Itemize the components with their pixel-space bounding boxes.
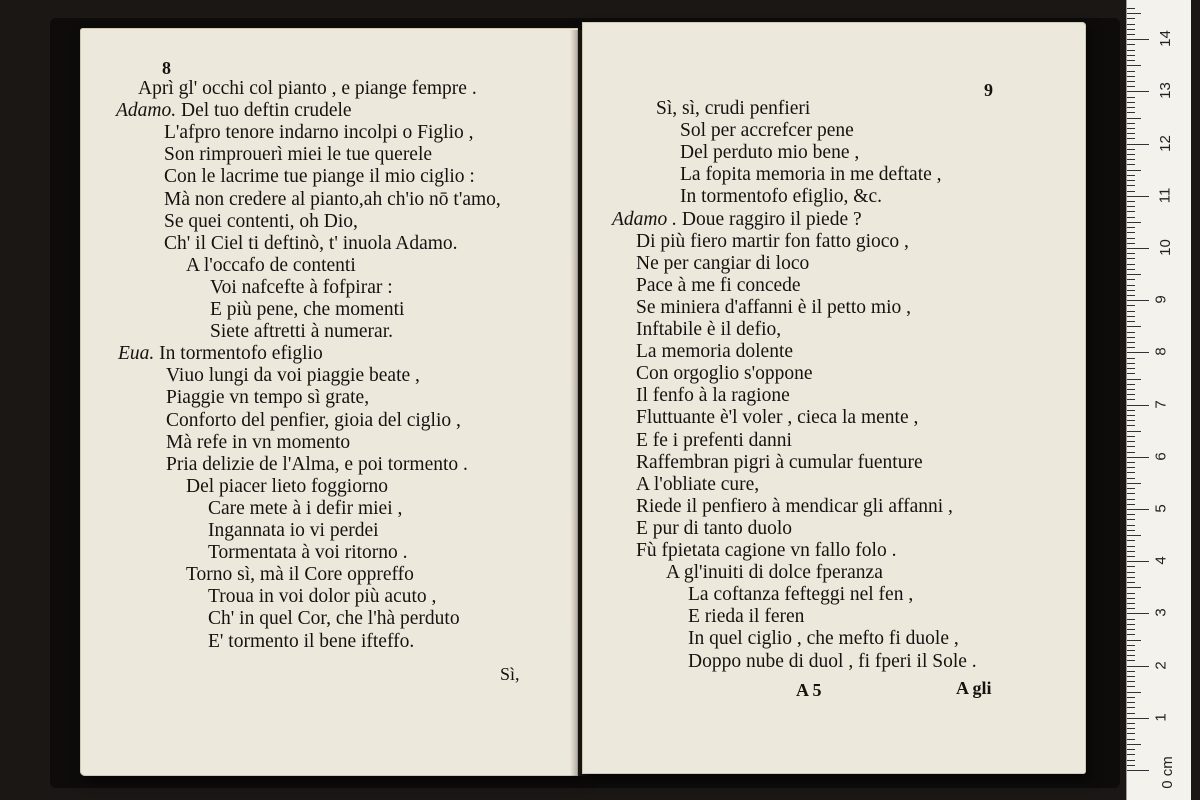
ruler-tick — [1127, 133, 1135, 134]
ruler-unit-label: 0 cm — [1158, 756, 1176, 789]
text-line: Con orgoglio s'oppone — [636, 363, 813, 385]
ruler-tick — [1127, 300, 1149, 301]
text-line: E pur di tanto duolo — [636, 517, 792, 539]
ruler-tick — [1127, 425, 1135, 426]
ruler-tick — [1127, 342, 1135, 343]
text-line: E fe i prefenti danni — [636, 429, 792, 451]
text-line: Del perduto mio bene , — [680, 142, 860, 164]
ruler-label: 10 — [1156, 239, 1174, 256]
catchword: Sì, — [500, 664, 520, 684]
text-line: A gl'inuiti di dolce fperanza — [666, 562, 883, 584]
ruler-tick — [1127, 483, 1141, 484]
text-line: In tormentofo efiglio, &c. — [680, 186, 882, 208]
ruler-tick — [1127, 457, 1149, 458]
text-line: Conforto del penfier, gioia del ciglio , — [166, 409, 461, 431]
ruler-tick — [1127, 634, 1135, 635]
ruler-tick — [1127, 180, 1135, 181]
ruler-tick — [1127, 128, 1135, 129]
ruler-tick — [1127, 13, 1141, 14]
ruler-tick — [1127, 551, 1135, 552]
text-line: Pria delizie de l'Alma, e poi tormento . — [166, 453, 468, 475]
ruler-tick — [1127, 504, 1135, 505]
ruler-tick — [1127, 311, 1135, 312]
ruler-tick — [1127, 488, 1135, 489]
ruler-tick — [1127, 201, 1135, 202]
ruler-tick — [1127, 499, 1135, 500]
ruler-tick — [1127, 436, 1135, 437]
ruler-tick — [1127, 389, 1135, 390]
text-line: A l'obliate cure, — [636, 473, 760, 495]
ruler-label: 14 — [1156, 30, 1174, 48]
ruler-tick — [1127, 420, 1135, 421]
text-line: Aprì gl' occhi col pianto , e piange fempre . — [138, 78, 477, 99]
ruler-label: 6 — [1152, 452, 1170, 461]
ruler-tick — [1127, 274, 1141, 275]
ruler-tick — [1127, 645, 1135, 646]
text-line: Mà refe in vn momento — [166, 431, 351, 453]
ruler-tick — [1127, 269, 1135, 270]
text-line: Ch' il Ciel ti deftinò, t' inuola Adamo. — [164, 232, 458, 254]
ruler-tick — [1127, 154, 1135, 155]
ruler-tick — [1127, 196, 1149, 197]
ruler-tick — [1127, 770, 1149, 771]
ruler-tick — [1127, 478, 1135, 479]
text-line: Ingannata io vi perdei — [208, 520, 379, 541]
ruler-tick — [1127, 399, 1135, 400]
text-line: Eua. In tormentofo efiglio — [118, 343, 323, 365]
ruler-tick — [1127, 138, 1135, 139]
ruler-tick — [1127, 697, 1135, 698]
ruler-tick — [1127, 305, 1135, 306]
text-line: La coftanza fefteggi nel fen , — [688, 584, 914, 606]
ruler-tick — [1127, 347, 1135, 348]
text-line: A l'occafo de contenti — [186, 254, 356, 276]
ruler-label: 8 — [1152, 347, 1170, 357]
ruler-tick — [1127, 295, 1135, 296]
text-line: Doppo nube di duol , fi fperi il Sole . — [688, 650, 977, 672]
ruler-tick — [1127, 97, 1135, 98]
ruler-tick — [1127, 467, 1135, 468]
ruler-tick — [1127, 546, 1135, 547]
text-line: Sol per accrefcer pene — [680, 120, 854, 142]
ruler-tick — [1127, 191, 1135, 192]
text-line: Tormentata à voi ritorno . — [208, 542, 408, 564]
ruler-tick — [1127, 159, 1135, 160]
ruler-tick — [1127, 107, 1135, 108]
ruler-tick — [1127, 660, 1135, 661]
ruler-tick — [1127, 441, 1135, 442]
ruler-tick — [1127, 713, 1135, 714]
ruler-tick — [1127, 587, 1141, 588]
ruler-tick — [1127, 415, 1135, 416]
ruler-tick — [1127, 624, 1135, 625]
ruler-tick — [1127, 285, 1135, 286]
text-line: Il fenfo à la ragione — [636, 385, 790, 407]
text-line: Con le lacrime tue piange il mio ciglio : — [164, 166, 475, 188]
text-line: Voi nafcefte à fofpirar : — [210, 276, 393, 298]
page-number: 9 — [984, 80, 993, 100]
ruler-tick — [1127, 102, 1135, 103]
ruler-tick — [1127, 572, 1135, 573]
ruler-tick — [1127, 81, 1135, 82]
ruler-tick — [1127, 613, 1149, 614]
ruler-tick — [1127, 337, 1135, 338]
ruler-label: 3 — [1152, 608, 1170, 618]
ruler-tick — [1127, 60, 1135, 61]
ruler-tick — [1127, 368, 1135, 369]
ruler-tick — [1127, 692, 1141, 693]
ruler-tick — [1127, 603, 1135, 604]
ruler-tick — [1127, 723, 1135, 724]
text-line: E rieda il feren — [688, 606, 805, 628]
ruler-tick — [1127, 217, 1135, 218]
ruler-tick — [1127, 629, 1135, 630]
ruler-tick — [1127, 754, 1135, 755]
speaker-name: Adamo . — [612, 208, 682, 230]
ruler-tick — [1127, 446, 1135, 447]
ruler-tick — [1127, 765, 1135, 766]
speaker-name: Eua. — [118, 343, 160, 365]
ruler-tick — [1127, 29, 1135, 30]
ruler-tick — [1127, 258, 1135, 259]
ruler-label: 11 — [1156, 187, 1174, 204]
ruler-tick — [1127, 598, 1135, 599]
ruler-label: 12 — [1156, 134, 1174, 152]
ruler-tick — [1127, 561, 1149, 562]
ruler-tick — [1127, 50, 1135, 51]
ruler-label: 1 — [1152, 713, 1170, 722]
ruler-tick — [1127, 556, 1135, 557]
text-line: E' tormento il bene ifteffo. — [208, 630, 415, 652]
ruler-tick — [1127, 321, 1135, 322]
ruler-tick — [1127, 253, 1135, 254]
ruler-tick — [1127, 744, 1141, 745]
text-line: Adamo . Doue raggiro il piede ? — [612, 208, 862, 230]
ruler-label: 5 — [1152, 504, 1170, 513]
ruler-tick — [1127, 352, 1149, 353]
ruler-tick — [1127, 519, 1135, 520]
ruler-tick — [1127, 514, 1135, 515]
text-line: L'afpro tenore indarno incolpi o Figlio , — [164, 122, 474, 144]
ruler-tick — [1127, 86, 1135, 87]
text-line: Torno sì, mà il Core oppreffo — [186, 564, 414, 586]
text-line: Son rimprouerì miei le tue querele — [164, 144, 433, 166]
ruler-tick — [1127, 55, 1135, 56]
ruler-tick — [1127, 681, 1135, 682]
ruler-tick — [1127, 290, 1135, 291]
ruler-tick — [1127, 493, 1135, 494]
ruler-tick — [1127, 206, 1135, 207]
ruler-tick — [1127, 749, 1135, 750]
ruler-label: 7 — [1152, 399, 1170, 409]
text-line: Mà non credere al pianto,ah ch'io nō t'amo, — [164, 188, 501, 210]
ruler-tick — [1127, 243, 1135, 244]
ruler-tick — [1127, 405, 1149, 406]
text-line: E più pene, che momenti — [210, 299, 405, 320]
ruler-tick — [1127, 384, 1135, 385]
ruler-tick — [1127, 118, 1141, 119]
text-line: Riede il penfiero à mendicar gli affanni , — [636, 495, 953, 517]
ruler-tick — [1127, 530, 1135, 531]
text-line: Care mete à i defir miei , — [208, 497, 403, 519]
ruler-tick — [1127, 535, 1141, 536]
text-line: Ch' in quel Cor, che l'hà perduto — [208, 608, 460, 630]
ruler-label: 9 — [1152, 295, 1170, 304]
ruler-tick — [1127, 112, 1135, 113]
text-line: La memoria dolente — [636, 341, 794, 363]
text-line: Fù fpietata cagione vn fallo folo . — [636, 540, 897, 561]
ruler-tick — [1127, 123, 1135, 124]
ruler-tick — [1127, 232, 1135, 233]
ruler-tick — [1127, 733, 1135, 734]
text-line: Sì, sì, crudi penfieri — [656, 98, 811, 119]
ruler-tick — [1127, 316, 1135, 317]
ruler-tick — [1127, 65, 1141, 66]
ruler-tick — [1127, 525, 1135, 526]
text-line: Fluttuante è'l voler , cieca la mente , — [636, 407, 919, 429]
ruler-tick — [1127, 410, 1135, 411]
ruler-tick — [1127, 91, 1149, 92]
right-page — [582, 22, 1086, 774]
text-line: Ne per cangiar di loco — [636, 252, 810, 274]
text-line: In quel ciglio , che mefto fi duole , — [688, 628, 959, 650]
ruler-tick — [1127, 608, 1135, 609]
ruler-tick — [1127, 71, 1135, 72]
ruler-tick — [1127, 640, 1141, 641]
ruler-tick — [1127, 666, 1149, 667]
signature-mark: A 5 — [796, 680, 822, 700]
ruler-tick — [1127, 222, 1141, 223]
ruler-tick — [1127, 655, 1135, 656]
ruler-tick — [1127, 8, 1135, 9]
ruler-tick — [1127, 185, 1135, 186]
ruler-tick — [1127, 394, 1135, 395]
ruler-tick — [1127, 76, 1135, 77]
text-line: Di più fiero martir fon fatto gioco , — [636, 230, 909, 252]
ruler-tick — [1127, 164, 1135, 165]
speaker-name: Adamo. — [116, 100, 181, 122]
ruler-tick — [1127, 363, 1135, 364]
ruler-tick — [1127, 175, 1135, 176]
ruler-tick — [1127, 149, 1135, 150]
ruler-tick — [1127, 18, 1135, 19]
measuring-ruler — [1126, 0, 1191, 800]
ruler-tick — [1127, 144, 1149, 145]
ruler-tick — [1127, 373, 1135, 374]
ruler-tick — [1127, 34, 1135, 35]
ruler-tick — [1127, 227, 1135, 228]
text-line: Inftabile è il defio, — [636, 319, 782, 340]
text-line: Viuo lungi da voi piaggie beate , — [166, 365, 420, 387]
ruler-tick — [1127, 671, 1135, 672]
ruler-tick — [1127, 686, 1135, 687]
ruler-tick — [1127, 582, 1135, 583]
ruler-tick — [1127, 264, 1135, 265]
ruler-tick — [1127, 509, 1149, 510]
ruler-tick — [1127, 718, 1149, 719]
ruler-tick — [1127, 760, 1135, 761]
ruler-tick — [1127, 702, 1135, 703]
ruler-tick — [1127, 462, 1135, 463]
ruler-tick — [1127, 211, 1135, 212]
text-line: Pace à me fi concede — [636, 274, 801, 296]
ruler-label: 4 — [1152, 556, 1170, 565]
ruler-tick — [1127, 279, 1135, 280]
ruler-tick — [1127, 248, 1149, 249]
ruler-tick — [1127, 472, 1135, 473]
ruler-tick — [1127, 238, 1135, 239]
ruler-tick — [1127, 650, 1135, 651]
text-line: Se quei contenti, oh Dio, — [164, 210, 358, 232]
ruler-tick — [1127, 540, 1135, 541]
left-page — [80, 28, 578, 776]
ruler-tick — [1127, 566, 1135, 567]
catchword: A gli — [956, 678, 992, 698]
ruler-tick — [1127, 44, 1135, 45]
ruler-tick — [1127, 593, 1135, 594]
ruler-tick — [1127, 326, 1141, 327]
text-line: Raffembran pigri à cumular fuenture — [636, 451, 923, 473]
page-number: 8 — [162, 58, 171, 78]
text-line: Adamo. Del tuo deftin crudele — [116, 100, 352, 122]
ruler-tick — [1127, 739, 1135, 740]
ruler-label: 2 — [1152, 660, 1170, 670]
ruler-tick — [1127, 379, 1141, 380]
ruler-tick — [1127, 707, 1135, 708]
ruler-tick — [1127, 431, 1141, 432]
ruler-tick — [1127, 676, 1135, 677]
text-line: Piaggie vn tempo sì grate, — [166, 387, 370, 409]
ruler-label: 13 — [1156, 82, 1174, 100]
text-line: Se miniera d'affanni è il petto mio , — [636, 296, 911, 318]
ruler-tick — [1127, 728, 1135, 729]
ruler-tick — [1127, 358, 1135, 359]
ruler-tick — [1127, 452, 1135, 453]
ruler-tick — [1127, 619, 1135, 620]
text-line: Troua in voi dolor più acuto , — [208, 586, 437, 608]
ruler-tick — [1127, 24, 1135, 25]
text-line: La fopita memoria in me deftate , — [680, 164, 942, 186]
ruler-tick — [1127, 577, 1135, 578]
ruler-tick — [1127, 39, 1149, 40]
ruler-tick — [1127, 170, 1141, 171]
ruler-tick — [1127, 332, 1135, 333]
text-line: Siete aftretti à numerar. — [210, 321, 394, 343]
text-line: Del piacer lieto foggiorno — [186, 475, 388, 497]
